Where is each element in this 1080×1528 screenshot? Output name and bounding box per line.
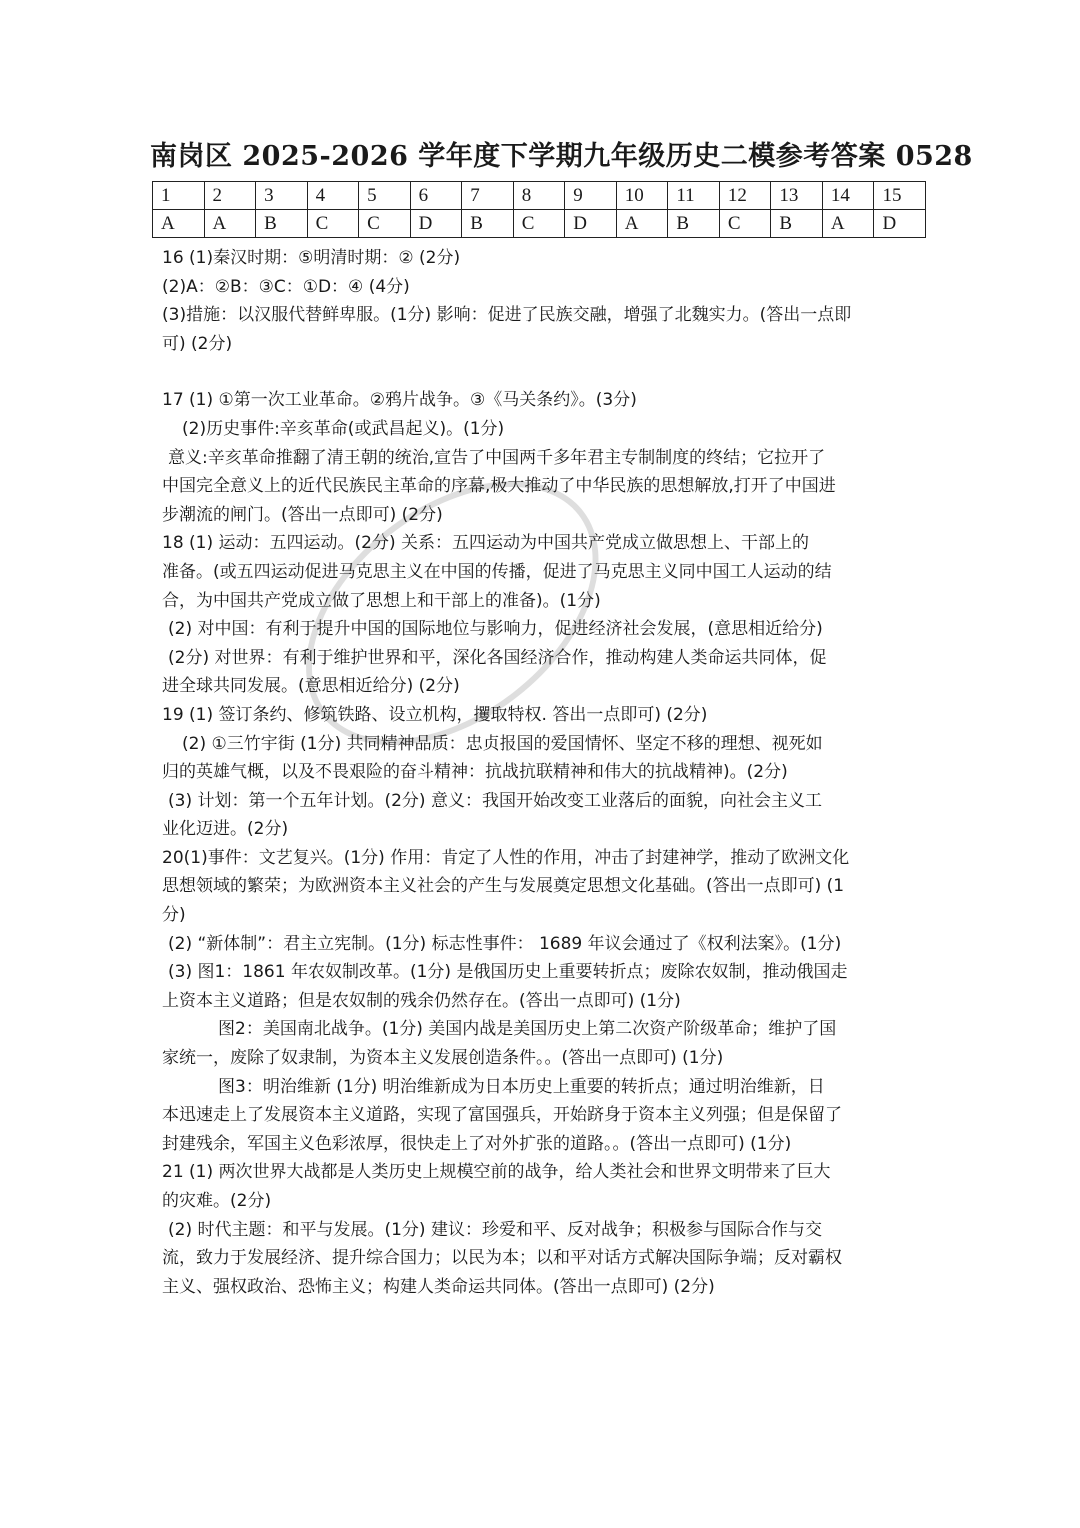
- answer-line: 流，致力于发展经济、提升综合国力；以民为本；以和平对话方式解决国际争端；反对霸权: [162, 1248, 842, 1269]
- answer-line: (2) 时代主题：和平与发展。(1分) 建议：珍爱和平、反对战争；积极参与国际合作与交: [168, 1219, 822, 1240]
- answer-cell: C: [307, 210, 359, 238]
- answer-line: (2) “新体制”：君主立宪制。(1分) 标志性事件： 1689 年议会通过了《权利法案》。(1分): [168, 933, 842, 954]
- answer-cell: A: [822, 210, 874, 238]
- answer-line: 准备。(或五四运动促进马克思主义在中国的传播，促进了马克思主义同中国工人运动的结: [162, 561, 832, 582]
- answer-line: 主义、强权政治、恐怖主义；构建人类命运共同体。(答出一点即可) (2分): [162, 1276, 715, 1297]
- answer-line: 封建残余，军国主义色彩浓厚，很快走上了对外扩张的道路。。(答出一点即可) (1分): [162, 1133, 792, 1154]
- page-title: 南岗区 2025-2026 学年度下学期九年级历史二模参考答案 0528: [150, 141, 973, 172]
- question-number: 12: [719, 182, 771, 210]
- answer-line: 业化迈进。(2分): [162, 819, 289, 840]
- answer-line: 17 (1) ①第一次工业革命。②鸦片战争。③《马关条约》。(3分): [162, 390, 637, 411]
- answer-line: (2) ①三竹宇街 (1分) 共同精神品质：忠贞报国的爱国情怀、坚定不移的理想、视死如: [182, 733, 823, 754]
- question-number: 11: [668, 182, 720, 210]
- question-number: 10: [616, 182, 668, 210]
- answer-row: [153, 210, 926, 238]
- answer-line: (2分) 对世界：有利于维护世界和平，深化各国经济合作，推动构建人类命运共同体，促: [168, 647, 827, 668]
- answer-line: 上资本主义道路；但是农奴制的残余仍然存在。(答出一点即可) (1分): [162, 990, 681, 1011]
- answer-line: 进全球共同发展。(意思相近给分) (2分): [162, 676, 460, 697]
- question-number: 13: [771, 182, 823, 210]
- question-number: 4: [307, 182, 359, 210]
- answer-line: 20(1)事件：文艺复兴。(1分) 作用：肯定了人性的作用，冲击了封建神学，推动了欧洲文化: [162, 847, 850, 868]
- answer-cell: A: [616, 210, 668, 238]
- answer-line: 合，为中国共产党成立做了思想上和干部上的准备)。(1分): [162, 590, 601, 611]
- question-number: 15: [874, 182, 926, 210]
- question-number: 2: [204, 182, 256, 210]
- answer-cell: B: [668, 210, 720, 238]
- question-number: 1: [153, 182, 205, 210]
- answer-line: (2)历史事件:辛亥革命(或武昌起义)。(1分): [182, 418, 505, 439]
- question-number: 3: [256, 182, 308, 210]
- answer-body: [162, 244, 922, 1301]
- question-number-row: [153, 182, 926, 210]
- answer-cell: D: [874, 210, 926, 238]
- answer-cell: D: [565, 210, 617, 238]
- blank-line: [162, 358, 922, 386]
- answer-line: 图2：美国南北战争。(1分) 美国内战是美国历史上第二次资产阶级革命；维护了国: [218, 1019, 837, 1040]
- question-number: 8: [513, 182, 565, 210]
- question-number: 6: [410, 182, 462, 210]
- answer-line: 可) (2分): [162, 333, 233, 354]
- answer-line: 步潮流的闸门。(答出一点即可) (2分): [162, 504, 443, 525]
- answer-line: 思想领域的繁荣；为欧洲资本主义社会的产生与发展奠定思想文化基础。(答出一点即可) (1: [162, 876, 845, 897]
- answer-line: 归的英雄气概，以及不畏艰险的奋斗精神：抗战抗联精神和伟大的抗战精神)。(2分): [162, 762, 788, 783]
- answer-line: 的灾难。(2分): [162, 1191, 272, 1211]
- answer-line: (3)措施：以汉服代替鲜卑服。(1分) 影响：促进了民族交融，增强了北魏实力。(答出一点即: [162, 305, 852, 326]
- question-number: 7: [462, 182, 514, 210]
- answer-line: 意义:辛亥革命推翻了清王朝的统治,宣告了中国两千多年君主专制制度的终结；它拉开了: [168, 447, 826, 468]
- question-number: 14: [822, 182, 874, 210]
- answer-cell: B: [462, 210, 514, 238]
- answer-cell: A: [204, 210, 256, 238]
- answer-line: 19 (1) 签订条约、修筑铁路、设立机构，攫取特权. 答出一点即可) (2分): [162, 704, 708, 725]
- answer-cell: C: [513, 210, 565, 238]
- answer-cell: C: [719, 210, 771, 238]
- question-number: 9: [565, 182, 617, 210]
- answer-line: 21 (1) 两次世界大战都是人类历史上规模空前的战争，给人类社会和世界文明带来了巨大: [162, 1162, 831, 1183]
- question-number: 5: [359, 182, 411, 210]
- answer-line: 家统一，废除了奴隶制，为资本主义发展创造条件。。(答出一点即可) (1分): [162, 1048, 724, 1069]
- answer-line: (2)A：②B：③C：①D：④ (4分): [162, 276, 410, 297]
- answer-cell: A: [153, 210, 205, 238]
- answer-line: 16 (1)秦汉时期：⑤明清时期：② (2分): [162, 248, 461, 268]
- answer-cell: B: [771, 210, 823, 238]
- answer-table: [152, 181, 926, 238]
- answer-cell: C: [359, 210, 411, 238]
- answer-cell: D: [410, 210, 462, 238]
- answer-line: (2) 对中国：有利于提升中国的国际地位与影响力，促进经济社会发展，(意思相近给分): [168, 619, 823, 640]
- answer-line: 18 (1) 运动：五四运动。(2分) 关系：五四运动为中国共产党成立做思想上、干部上的: [162, 533, 810, 554]
- answer-line: 中国完全意义上的近代民族民主革命的序幕,极大推动了中华民族的思想解放,打开了中国进: [162, 476, 836, 497]
- answer-line: 分): [162, 905, 186, 926]
- answer-cell: B: [256, 210, 308, 238]
- answer-line: 图3：明治维新 (1分) 明治维新成为日本历史上重要的转折点；通过明治维新，日: [218, 1076, 825, 1097]
- answer-line: (3) 计划：第一个五年计划。(2分) 意义：我国开始改变工业落后的面貌，向社会主义工: [168, 790, 822, 811]
- answer-line: (3) 图1：1861 年农奴制改革。(1分) 是俄国历史上重要转折点；废除农奴制，推动俄国走: [168, 962, 848, 983]
- answer-line: 本迅速走上了发展资本主义道路，实现了富国强兵，开始跻身于资本主义列强；但是保留了: [162, 1105, 842, 1126]
